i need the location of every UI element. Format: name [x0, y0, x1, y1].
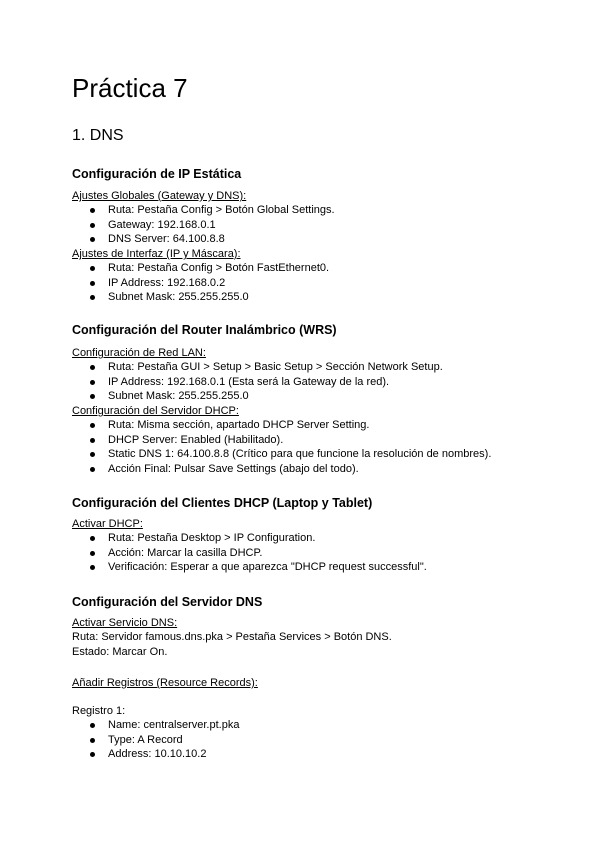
list-dhcp-server: [90, 418, 491, 476]
list-activate-dhcp: [90, 531, 427, 575]
list-item: Name: centralserver.pt.pka: [90, 718, 239, 733]
label-lan-config: Configuración de Red LAN:: [72, 347, 206, 359]
heading-dhcp-clients: Configuración del Clientes DHCP (Laptop y Tablet): [72, 496, 373, 510]
list-item: Acción: Marcar la casilla DHCP.: [90, 546, 427, 561]
label-activate-dhcp: Activar DHCP:: [72, 518, 143, 530]
list-item: Ruta: Pestaña GUI > Setup > Basic Setup > Sección Network Setup.: [90, 360, 443, 375]
text-dns-state: Estado: Marcar On.: [72, 646, 168, 658]
label-interface-settings: Ajustes de Interfaz (IP y Máscara):: [72, 248, 241, 260]
section-title: 1. DNS: [72, 127, 124, 144]
list-item: Gateway: 192.168.0.1: [90, 218, 335, 233]
list-lan-config: [90, 360, 443, 404]
list-item: Static DNS 1: 64.100.8.8 (Crítico para que funcione la resolución de nombres).: [90, 447, 491, 462]
text-dns-route: Ruta: Servidor famous.dns.pka > Pestaña Services > Botón DNS.: [72, 631, 392, 643]
list-item: Subnet Mask: 255.255.255.0: [90, 290, 329, 305]
heading-dns-server: Configuración del Servidor DNS: [72, 595, 263, 609]
list-item: IP Address: 192.168.0.1 (Esta será la Gateway de la red).: [90, 375, 443, 390]
list-interface-settings: [90, 261, 329, 305]
label-record-1: Registro 1:: [72, 705, 126, 717]
label-add-records: Añadir Registros (Resource Records):: [72, 677, 258, 689]
list-item: Ruta: Pestaña Desktop > IP Configuration.: [90, 531, 427, 546]
list-item: Ruta: Pestaña Config > Botón Global Settings.: [90, 203, 335, 218]
heading-ip-config: Configuración de IP Estática: [72, 167, 242, 181]
list-item: Acción Final: Pulsar Save Settings (abajo del todo).: [90, 462, 491, 477]
list-item: IP Address: 192.168.0.2: [90, 276, 329, 291]
list-item: Subnet Mask: 255.255.255.0: [90, 389, 443, 404]
label-global-settings: Ajustes Globales (Gateway y DNS):: [72, 190, 247, 202]
list-item: DNS Server: 64.100.8.8: [90, 232, 335, 247]
list-item: DHCP Server: Enabled (Habilitado).: [90, 433, 491, 448]
heading-wrs-config: Configuración del Router Inalámbrico (WRS): [72, 323, 337, 337]
list-global-settings: [90, 203, 335, 247]
list-item: Ruta: Misma sección, apartado DHCP Server Setting.: [90, 418, 491, 433]
list-item: Verificación: Esperar a que aparezca "DHCP request successful".: [90, 560, 427, 575]
label-activate-dns: Activar Servicio DNS:: [72, 617, 178, 629]
list-record-1: [90, 718, 239, 762]
page-title: Práctica 7: [72, 73, 188, 103]
list-item: Type: A Record: [90, 733, 239, 748]
list-item: Address: 10.10.10.2: [90, 747, 239, 762]
list-item: Ruta: Pestaña Config > Botón FastEthernet0.: [90, 261, 329, 276]
label-dhcp-server: Configuración del Servidor DHCP:: [72, 405, 239, 417]
